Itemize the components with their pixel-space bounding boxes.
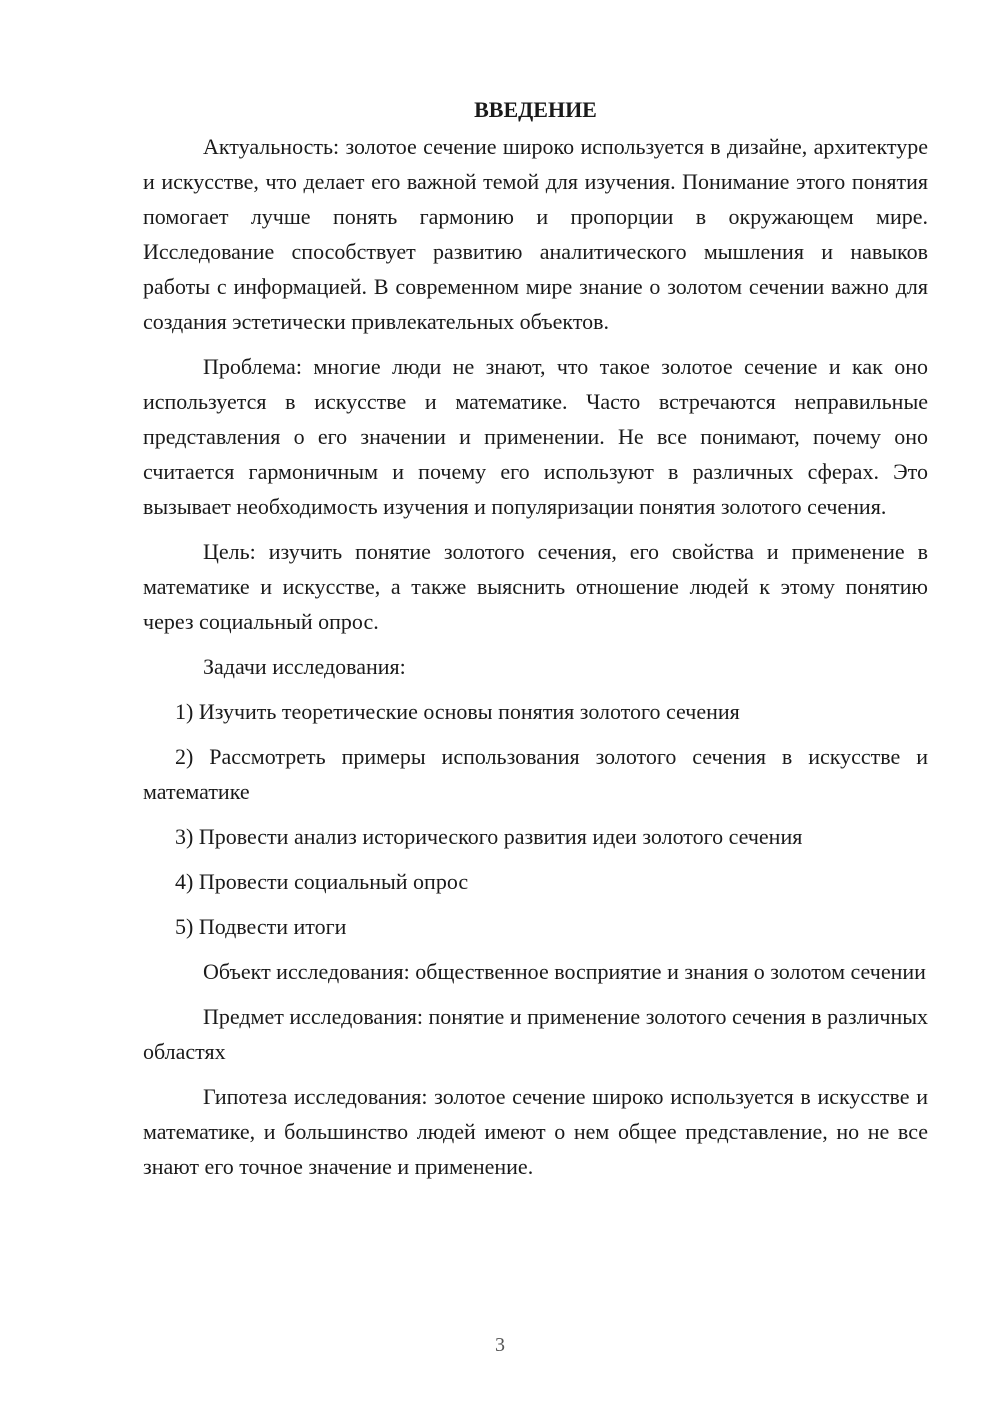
document-page: [143, 92, 928, 1194]
paragraph-goal: Цель: изучить понятие золотого сечения, его свойства и применение в математике и искусстве, а также выяснить отношение людей к этому понятию через социальный опрос.: [143, 539, 928, 634]
paragraph-subject: Предмет исследования: понятие и применение золотого сечения в различных областях: [143, 1004, 928, 1064]
paragraph-relevance: Актуальность: золотое сечение широко используется в дизайне, архитектуре и искусстве, что делает его важной темой для изучения. Понимание этого понятия помогает лучше понять гармонию и пропорции в окружающем мире. Исследование способствует развитию аналитического мышления и навыков работы с информацией. В современном мире знание о золотом сечении важно для создания эстетически привлекательных объектов.: [143, 134, 928, 334]
page-number: 3: [495, 1334, 505, 1356]
paragraph-problem: Проблема: многие люди не знают, что такое золотое сечение и как оно используется в искусстве и математике. Часто встречаются неправильные представления о его значении и применении. Не все понимают, почему оно считается гармоничным и почему его используют в различных сферах. Это вызывает необходимость изучения и популяризации понятия золотого сечения.: [143, 354, 928, 519]
task-item-2: 2) Рассмотреть примеры использования золотого сечения в искусстве и математике: [143, 744, 928, 804]
task-item-4: 4) Провести социальный опрос: [175, 869, 469, 894]
task-item-5: 5) Подвести итоги: [175, 914, 347, 939]
task-item-3: 3) Провести анализ исторического развития идеи золотого сечения: [175, 824, 803, 849]
paragraph-object: Объект исследования: общественное восприятие и знания о золотом сечении: [203, 959, 926, 984]
paragraph-hypothesis: Гипотеза исследования: золотое сечение широко используется в искусстве и математике, и большинство людей имеют о нем общее представление, но не все знают его точное значение и применение.: [143, 1084, 928, 1179]
task-item-1: 1) Изучить теоретические основы понятия золотого сечения: [175, 699, 740, 724]
page-title: ВВЕДЕНИЕ: [474, 97, 597, 122]
tasks-heading: Задачи исследования:: [203, 654, 406, 679]
